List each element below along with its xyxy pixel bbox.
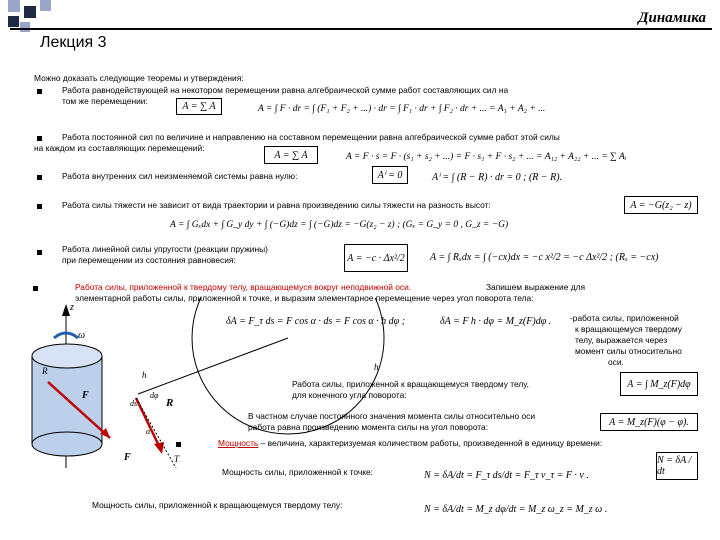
right-note-5: оси.: [608, 357, 624, 367]
power-rest: – величина, характеризуемая количеством работы, произведенной в единицу времени:: [258, 438, 603, 448]
header-divider: [10, 28, 712, 30]
label-F2: F: [124, 452, 131, 463]
bullet-4: [37, 204, 42, 209]
trajectory-circle: [192, 298, 384, 434]
rotation-figure: [18, 298, 398, 480]
formula-3: Aⁱ = ∫ (R − R) · dr = 0 ; (R − R).: [432, 172, 563, 183]
deco-square-1: [8, 0, 20, 12]
const-moment-2: работа равна произведению момента силы на угол поворота:: [248, 422, 489, 432]
deco-square-4: [8, 16, 19, 27]
label-z: z: [70, 302, 74, 313]
formula-8-box: A = M_z(F)(φ − φ).: [600, 413, 698, 431]
bullet-3: [37, 175, 42, 180]
cylinder-top: [32, 344, 102, 368]
formula-1: A = ∫ F · dr = ∫ (F₁ + F₂ + ...) · dr = ∫ F₁ · dr + ∫ F₂ · dr + ... = A₁ + A₂ + ...: [258, 104, 546, 114]
right-note-4: момент силы относительно: [575, 346, 682, 356]
label-ds: ds: [130, 399, 138, 408]
formula-10: N = δA/dt = F_τ ds/dt = F_τ v_τ = F · v .: [424, 470, 589, 481]
formula-7-box: A = ∫ M_z(F)dφ: [620, 372, 698, 396]
header-title: Динамика: [638, 10, 706, 26]
item-5-line2: при перемещении из состояния равновесия:: [62, 255, 236, 265]
formula-2-box: A = ∑ A: [264, 146, 318, 164]
item-6-line2: элементарной работы силы, приложенной к точке, и выразим элементарное перемещение через угол поворота тела:: [75, 293, 534, 303]
label-T: T: [174, 454, 180, 464]
formula-11: N = δA/dt = M_z dφ/dt = M_z ω_z = M_z ω .: [424, 504, 608, 515]
power-term: Мощность: [218, 438, 259, 448]
label-R-small: R: [42, 366, 48, 376]
radius-line: [138, 338, 288, 394]
bullet-6: [33, 286, 38, 291]
formula-9-box: N = δA / dt: [656, 452, 698, 480]
intro-text: Можно доказать следующие теоремы и утверждения:: [34, 73, 244, 83]
item-6-line1: Работа силы, приложенной к твердому телу, вращающемуся вокруг неподвижной оси.: [75, 282, 412, 292]
formula-5-box: A = −c · Δx²/2: [344, 244, 408, 272]
rot-work-2: для конечного угла поворота:: [292, 390, 407, 400]
deco-square-5: [20, 22, 30, 32]
right-note-2: к вращающемуся твердому: [575, 324, 682, 334]
label-omega: ω: [78, 330, 86, 341]
item-6-line1b: Запишем выражение для: [486, 282, 586, 292]
formula-6b: δA = F h · dφ = M_z(F)dφ .: [440, 316, 552, 327]
label-R: R: [166, 397, 174, 409]
item-3-line1: Работа внутренних сил неизменяемой системы равна нулю:: [62, 171, 298, 181]
bullet-5: [37, 250, 42, 255]
label-h: h: [142, 370, 147, 380]
formula-5: A = ∫ Rₓdx = ∫ (−cx)dx = −c x²/2 = −c Δx²/2 ; (Rₓ = −cx): [430, 252, 659, 263]
force-line: [136, 398, 160, 448]
formula-6: δA = F_τ ds = F cos α · ds = F cos α · h dφ ;: [226, 316, 406, 327]
formula-4-box: A = −G(z₂ − z): [624, 196, 698, 214]
item-1-line1: Работа равнодействующей на некотором перемещении равна алгебраической сумме работ составляющих сил на: [62, 85, 509, 95]
item-1-line2: том же перемещении:: [62, 96, 148, 106]
deco-square-3: [40, 0, 51, 11]
item-5-line1: Работа линейной силы упругости (реакции пружины): [62, 244, 268, 254]
bullet-1: [37, 89, 42, 94]
formula-3-box: Aⁱ = 0: [372, 166, 408, 184]
deco-square-2: [24, 6, 36, 18]
lecture-title: Лекция 3: [40, 34, 107, 51]
bullet-2: [37, 136, 42, 141]
label-h2: h: [374, 362, 379, 372]
item-4-line1: Работа силы тяжести не зависит от вида траектории и равна произведению силы тяжести на разность высот:: [62, 200, 491, 210]
power-point-text: Мощность силы, приложенной к точке:: [222, 467, 373, 477]
cylinder-bottom: [32, 432, 102, 456]
formula-4: A = ∫ Gₓdx + ∫ G_y dy + ∫ (−G)dz = ∫ (−G)dz = −G(z₂ − z) ; (Gₓ = G_y = 0 , G_z = −G): [170, 220, 509, 230]
label-F1: F: [82, 390, 89, 401]
right-note-3: телу, выражается через: [575, 335, 668, 345]
item-2-line2: на каждом из составляющих перемещений:: [34, 143, 205, 153]
label-alpha: α: [146, 427, 151, 436]
power-rigid-text: Мощность силы, приложенной к вращающемуся твердому телу:: [92, 500, 343, 510]
axis-z-arrow: [62, 304, 70, 316]
rot-work-1: Работа силы, приложенной к вращающемуся твердому телу,: [292, 379, 529, 389]
formula-2: A = F · s = F · (s₁ + s₂ + ...) = F · s₁ + F · s₂ + ... = A₁₂ + A₂₂ + ... = ∑ Aᵢ: [346, 152, 627, 162]
const-moment-1: В частном случае постоянного значения момента силы относительно оси: [248, 411, 536, 421]
formula-1-box: A = ∑ A: [176, 98, 222, 115]
label-dphi: dφ: [150, 391, 159, 400]
right-note-1: -работа силы, приложенной: [570, 313, 679, 323]
item-2-line1: Работа постоянной сил по величине и направлению на составном перемещении равна алгебраической сумме работ этой силы: [62, 132, 560, 142]
